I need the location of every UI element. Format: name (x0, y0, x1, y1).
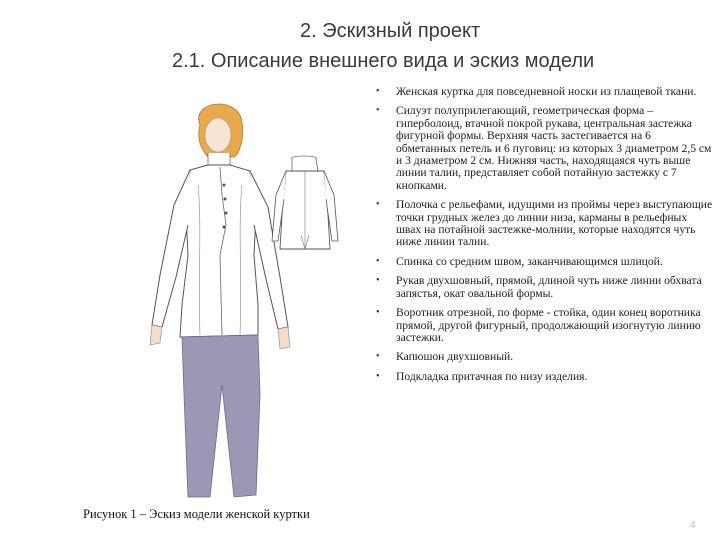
jacket-body (180, 165, 258, 337)
face-shape (205, 118, 231, 152)
bullet-icon: • (376, 105, 380, 117)
bullet-icon: • (376, 255, 380, 267)
bullet-icon: • (376, 275, 380, 287)
description-list (372, 86, 714, 390)
list-item: • Воротник отрезной, по форме - стойка, один конец воротника прямой, другой фигурный, продолжающий изогнутую линию застежки. (376, 306, 701, 344)
trousers (182, 335, 260, 497)
bullet-icon: • (376, 199, 380, 211)
list-item: • Капюшон двухшовный. (376, 350, 514, 364)
list-item: • Силуэт полуприлегающий, геометрическая форма – гиперболоид, втачной покрой рукава, центральная застежка фигурной формы. Верхняя часть застегивается на 6 обметанных петель и 6 пуговиц: из которых 3 диаметром 2,5 см и 3 диаметром 2 см. Нижняя часть, находящаяся чуть выше линии талии, представляет собой потайную застежку с 7 кнопками. (376, 104, 712, 192)
list-item: • Подкладка притачная по низу изделия. (376, 369, 588, 383)
list-item: • Женская куртка для повседневной носки из плащевой ткани. (376, 85, 697, 98)
list-item: • Спинка со средним швом, заканчивающимся шлицой. (376, 254, 663, 268)
list-item: • Полочка с рельефами, идущими из проймы через выступающие точки грудных желез до линии низа, карманы в рельефных швах на потайной застежке-молнии, которые находятся чуть ниже линии талии. (376, 198, 713, 249)
slide-subheading: 2.1. Описание внешнего вида и эскиз модели (172, 50, 595, 72)
slide-heading: 2. Эскизный проект (300, 20, 481, 42)
jacket-sketch-back (270, 155, 340, 255)
bullet-icon: • (376, 351, 380, 363)
bullet-icon: • (376, 86, 380, 97)
figure-caption: Рисунок 1 – Эскиз модели женской куртки (83, 507, 310, 521)
page-number: 4 (690, 520, 696, 531)
list-item: • Рукав двухшовный, прямой, длиной чуть ниже линии обхвата запястья, окат овальной формы. (376, 274, 702, 300)
bullet-icon: • (376, 370, 380, 382)
bullet-icon: • (376, 307, 380, 319)
